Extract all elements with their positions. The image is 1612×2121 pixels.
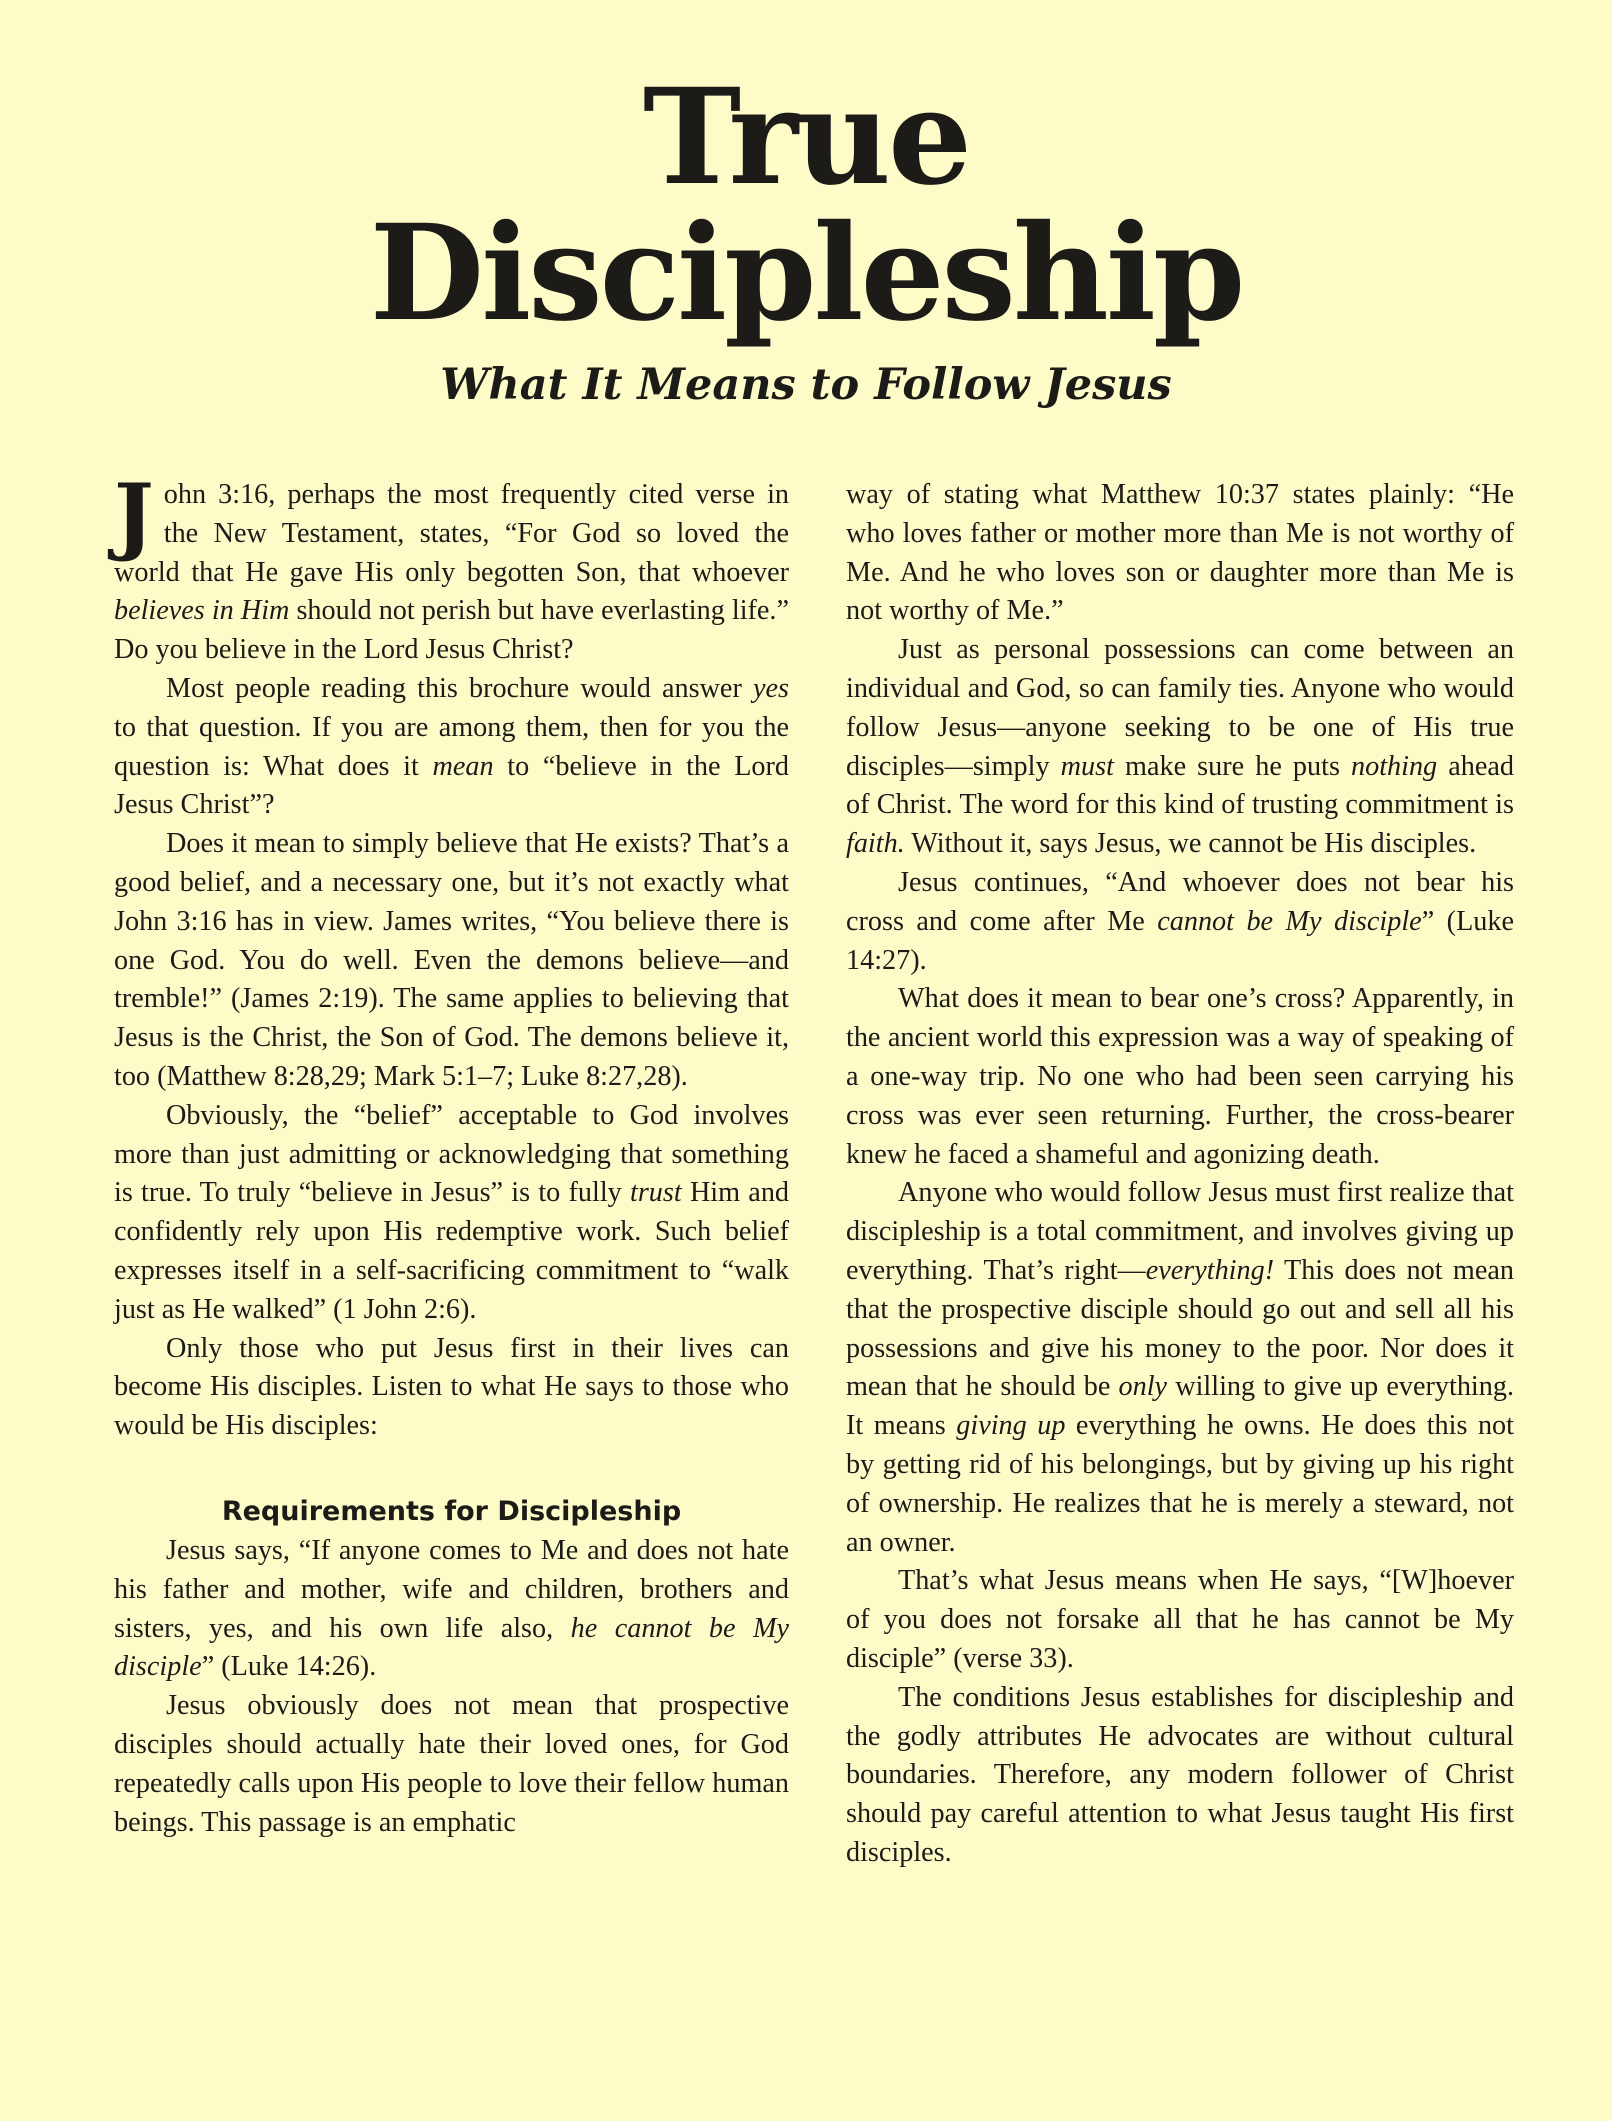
left-column: [114, 465, 790, 1842]
page-subtitle: What It Means to Follow Jesus: [440, 360, 1172, 410]
title-line-1: True: [642, 60, 970, 215]
paragraph: Only those who put Jesus first in their lives can become His disciples. Listen to what He says to those who would be His disciples:: [114, 1332, 789, 1442]
paragraph: Jesus continues, “And whoever does not bear his cross and come after Me cannot be My disciple” (Luke 14:27).: [846, 866, 1514, 976]
paragraph: Just as personal possessions can come between an individual and God, so can family ties. Anyone who would follow Jesus—anyone seeking to be one of His true disciples—simply must make sure he puts nothing ahead of Christ. The word for this kind of trusting commitment is faith. Without it, says Jesus, we cannot be His disciples.: [846, 634, 1514, 860]
right-column: [846, 476, 1514, 1873]
page-title: [0, 60, 1612, 351]
paragraph: way of stating what Matthew 10:37 states plainly: “He who loves father or mother more than Me is not worthy of Me. And he who loves son or daughter more than Me is not worthy of Me.”: [846, 479, 1514, 627]
paragraph: John 3:16, perhaps the most frequently cited verse in the New Testament, states, “For God so loved the world that He gave His only begotten Son, that whoever believes in Him should not perish but have everlasting life.” Do you believe in the Lord Jesus Christ?: [114, 465, 789, 666]
paragraph: Anyone who would follow Jesus must first realize that discipleship is a total commitment, and involves giving up everything. That’s right—everything! This does not mean that the prospective disciple should go out and sell all his possessions and give his money to the poor. Nor does it mean that he should be only willing to give up everything. It means giving up everything he owns. He does this not by getting rid of his belongings, but by giving up his right of ownership. He realizes that he is merely a steward, not an owner.: [846, 1177, 1514, 1558]
paragraph: The conditions Jesus establishes for discipleship and the godly attributes He advocates are without cultural boundaries. Therefore, any modern follower of Christ should pay careful attention to what Jesus taught His first disciples.: [846, 1681, 1514, 1868]
paragraph: Obviously, the “belief” acceptable to God involves more than just admitting or acknowledging that something is true. To truly “believe in Jesus” is to fully trust Him and confidently rely upon His redemptive work. Such belief expresses itself in a self-sacrificing commitment to “walk just as He walked” (1 John 2:6).: [114, 1099, 790, 1325]
paragraph: Jesus obviously does not mean that prospective disciples should actually hate their loved ones, for God repeatedly calls upon His people to love their fellow human beings. This passage is an emphatic: [114, 1690, 789, 1838]
paragraph: That’s what Jesus means when He says, “[W]hoever of you does not forsake all that he has cannot be My disciple” (verse 33).: [846, 1565, 1514, 1674]
paragraph: What does it mean to bear one’s cross? Apparently, in the ancient world this expression was a way of speaking of a one-way trip. No one who had been seen carrying his cross was ever seen returning. Further, the cross-bearer knew he faced a shameful and agonizing death.: [846, 983, 1514, 1170]
drop-cap: J: [114, 465, 154, 564]
paragraph: Most people reading this brochure would answer yes to that question. If you are among them, then for you the question is: What does it mean to “believe in the Lord Jesus Christ”?: [114, 672, 789, 821]
section-heading: Requirements for Discipleship: [221, 1495, 682, 1527]
title-line-2: Discipleship: [369, 196, 1243, 351]
paragraph: Jesus says, “If anyone comes to Me and does not hate his father and mother, wife and children, brothers and sisters, yes, and his own life also, he cannot be My disciple” (Luke 14:26).: [114, 1534, 789, 1683]
paragraph: Does it mean to simply believe that He exists? That’s a good belief, and a necessary one, but it’s not exactly what John 3:16 has in view. James writes, “You believe there is one God. You do well. Even the demons believe—and tremble!” (James 2:19). The same applies to believing that Jesus is the Christ, the Son of God. The demons believe it, too (Matthew 8:28,29; Mark 5:1–7; Luke 8:27,28).: [114, 828, 789, 1092]
